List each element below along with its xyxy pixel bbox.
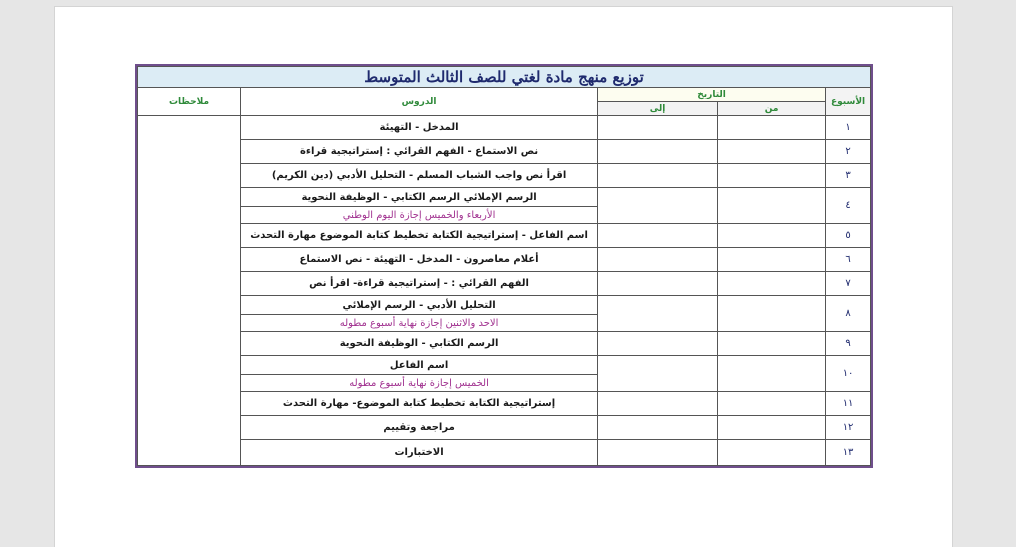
table-row: [138, 116, 871, 140]
table-row: [138, 356, 871, 375]
week-number: ٦: [826, 248, 871, 272]
lesson-cell: الرسم الكتابي - الوظيفة النحوية: [241, 332, 598, 356]
date-to-cell[interactable]: [598, 188, 718, 224]
lesson-cell: نص الاستماع - الفهم القرائي : إستراتيجية قراءة: [241, 140, 598, 164]
header-lessons: الدروس: [241, 88, 598, 116]
header-week: الأسبوع: [826, 88, 871, 116]
date-to-cell[interactable]: [598, 356, 718, 392]
date-to-cell[interactable]: [598, 296, 718, 332]
curriculum-table: [137, 66, 871, 466]
lesson-cell: التحليل الأدبي - الرسم الإملائي: [241, 296, 598, 315]
date-from-cell[interactable]: [718, 164, 826, 188]
week-number: ٣: [826, 164, 871, 188]
lesson-cell: إستراتيجية الكتابة تخطيط كتابة الموضوع- مهارة التحدث: [241, 392, 598, 416]
date-from-cell[interactable]: [718, 392, 826, 416]
week-number: ٩: [826, 332, 871, 356]
table-row: [138, 392, 871, 416]
header-to: إلى: [598, 102, 718, 116]
date-from-cell[interactable]: [718, 416, 826, 440]
date-from-cell[interactable]: [718, 140, 826, 164]
date-from-cell[interactable]: [718, 332, 826, 356]
header-from: من: [718, 102, 826, 116]
table-row: [138, 416, 871, 440]
table-row: [138, 440, 871, 466]
lesson-cell: اقرأ نص واجب الشباب المسلم - التحليل الأدبي (دين الكريم): [241, 164, 598, 188]
week-number: ٧: [826, 272, 871, 296]
table-row: [138, 164, 871, 188]
table-row: [138, 140, 871, 164]
date-to-cell[interactable]: [598, 140, 718, 164]
date-to-cell[interactable]: [598, 416, 718, 440]
week-number: ١١: [826, 392, 871, 416]
week-number: ٤: [826, 188, 871, 224]
week-number: ١: [826, 116, 871, 140]
table-row: [138, 272, 871, 296]
date-to-cell[interactable]: [598, 392, 718, 416]
date-from-cell[interactable]: [718, 248, 826, 272]
lesson-cell: الاختبارات: [241, 440, 598, 466]
date-from-cell[interactable]: [718, 356, 826, 392]
date-from-cell[interactable]: [718, 188, 826, 224]
table-row: [138, 224, 871, 248]
date-to-cell[interactable]: [598, 440, 718, 466]
table-row: [138, 248, 871, 272]
date-to-cell[interactable]: [598, 224, 718, 248]
lesson-cell: اسم الفاعل - إستراتيجية الكتابة تخطيط كتابة الموضوع مهارة التحدث: [241, 224, 598, 248]
holiday-note: الاحد والاثنين إجازة نهاية أسبوع مطوله: [241, 315, 598, 332]
date-from-cell[interactable]: [718, 116, 826, 140]
date-to-cell[interactable]: [598, 164, 718, 188]
date-to-cell[interactable]: [598, 332, 718, 356]
week-number: ١٢: [826, 416, 871, 440]
table-row: [138, 188, 871, 207]
holiday-note: الأربعاء والخميس إجازة اليوم الوطني: [241, 207, 598, 224]
week-number: ١٠: [826, 356, 871, 392]
table-row: [138, 332, 871, 356]
date-to-cell[interactable]: [598, 272, 718, 296]
lesson-cell: المدخل - التهيئة: [241, 116, 598, 140]
lesson-cell: الفهم القرائي : - إستراتيجية قراءة- اقرأ نص: [241, 272, 598, 296]
table-row: [138, 296, 871, 315]
lesson-cell: اسم الفاعل: [241, 356, 598, 375]
week-number: ٥: [826, 224, 871, 248]
lesson-cell: مراجعة وتقييم: [241, 416, 598, 440]
notes-cell[interactable]: [138, 116, 241, 466]
header-date: التاريخ: [598, 88, 826, 102]
week-number: ١٣: [826, 440, 871, 466]
date-from-cell[interactable]: [718, 224, 826, 248]
week-number: ٢: [826, 140, 871, 164]
lesson-cell: الرسم الإملائي الرسم الكتابي - الوظيفة النحوية: [241, 188, 598, 207]
date-from-cell[interactable]: [718, 440, 826, 466]
date-from-cell[interactable]: [718, 272, 826, 296]
holiday-note: الخميس إجازة نهاية أسبوع مطوله: [241, 375, 598, 392]
date-to-cell[interactable]: [598, 248, 718, 272]
table-title: توزيع منهج مادة لغتي للصف الثالث المتوسط: [138, 67, 871, 88]
date-to-cell[interactable]: [598, 116, 718, 140]
lesson-cell: أعلام معاصرون - المدخل - التهيئة - نص الاستماع: [241, 248, 598, 272]
date-from-cell[interactable]: [718, 296, 826, 332]
week-number: ٨: [826, 296, 871, 332]
header-notes: ملاحظات: [138, 88, 241, 116]
